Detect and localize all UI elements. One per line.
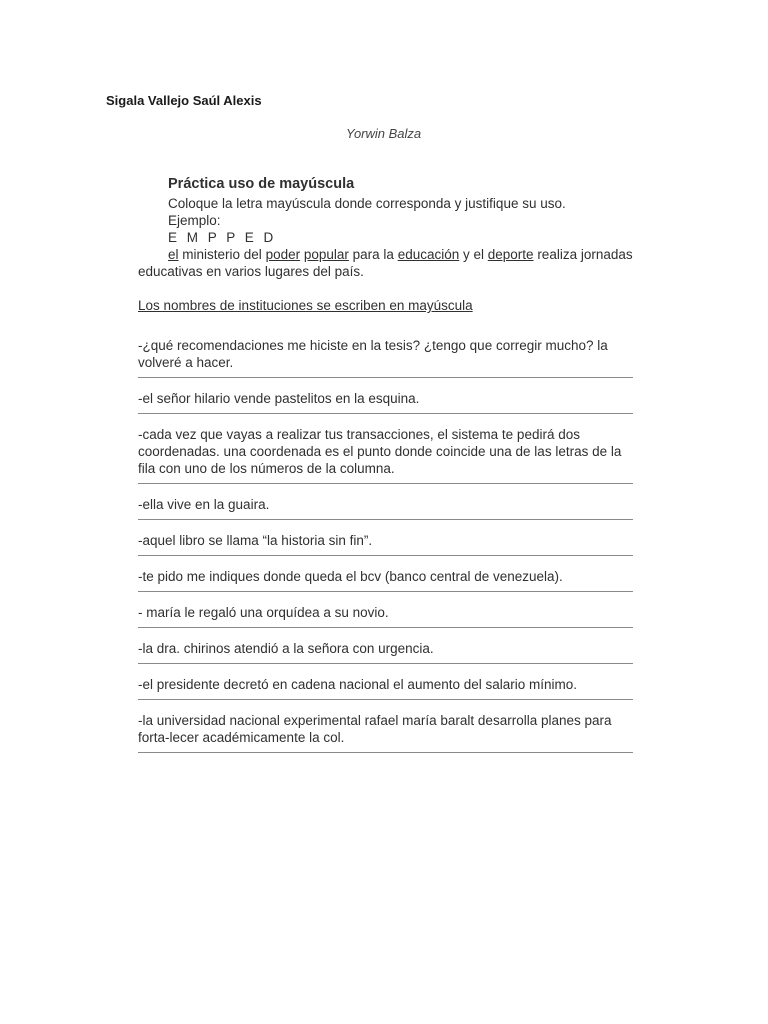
answer-line [138, 549, 633, 556]
answer-line [138, 621, 633, 628]
student-name: Sigala Vallejo Saúl Alexis [106, 93, 262, 108]
example-sentence [138, 246, 633, 280]
teacher-name: Yorwin Balza [346, 126, 422, 141]
example-word: deporte [487, 247, 534, 262]
exercise-header [138, 176, 633, 246]
example-word: popular [303, 247, 349, 262]
answer-line [138, 657, 633, 664]
example-text: para la [348, 247, 398, 262]
sentence-item: - maría le regaló una orquídea a su novio. [138, 605, 389, 620]
answer-line [138, 407, 633, 414]
sentence-item: -el presidente decretó en cadena nacional el aumento del salario mínimo. [138, 677, 578, 692]
sentence-item: -la dra. chirinos atendió a la señora con urgencia. [138, 641, 434, 656]
example-sentence-line-2: educativas en varios lugares del país. [138, 264, 364, 279]
example-label: Ejemplo: [168, 213, 221, 228]
answer-line [138, 513, 633, 520]
example-word: educación [397, 247, 460, 262]
answer-line [138, 693, 633, 700]
answer-line [138, 371, 633, 378]
exercise-title: Práctica uso de mayúscula [168, 176, 355, 192]
example-text: realiza jornadas [533, 247, 633, 262]
sentence-item: -cada vez que vayas a realizar tus transacciones, el sistema te pedirá dos coordenadas. una coordenada es el punto donde coincide una de las letras de la fila con uno de los números de la columna. [138, 427, 622, 476]
answer-line [138, 746, 633, 753]
sentence-item: -te pido me indiques donde queda el bcv (banco central de venezuela). [138, 569, 563, 584]
rule-text: Los nombres de instituciones se escriben en mayúscula [138, 298, 473, 313]
sentence-list [138, 337, 633, 753]
example-text: y el [459, 247, 488, 262]
example-capital-letters: E M P P E D [168, 230, 277, 245]
sentence-item: -¿qué recomendaciones me hiciste en la tesis? ¿tengo que corregir mucho? la volveré a hacer. [138, 338, 608, 370]
exercise-instruction: Coloque la letra mayúscula donde corresponda y justifique su uso. [168, 196, 566, 211]
example-word: poder [265, 247, 301, 262]
example-word: el [168, 247, 179, 262]
exercise-sheet [138, 176, 633, 765]
example-text: ministerio del [178, 247, 266, 262]
sentence-item: -aquel libro se llama “la historia sin fin”. [138, 533, 373, 548]
answer-line [138, 477, 633, 484]
sentence-item: -el señor hilario vende pastelitos en la esquina. [138, 391, 420, 406]
sentence-item: -la universidad nacional experimental rafael maría baralt desarrolla planes para forta-lecer académicamente la col. [138, 713, 612, 745]
sentence-item: -ella vive en la guaira. [138, 497, 270, 512]
answer-line [138, 585, 633, 592]
